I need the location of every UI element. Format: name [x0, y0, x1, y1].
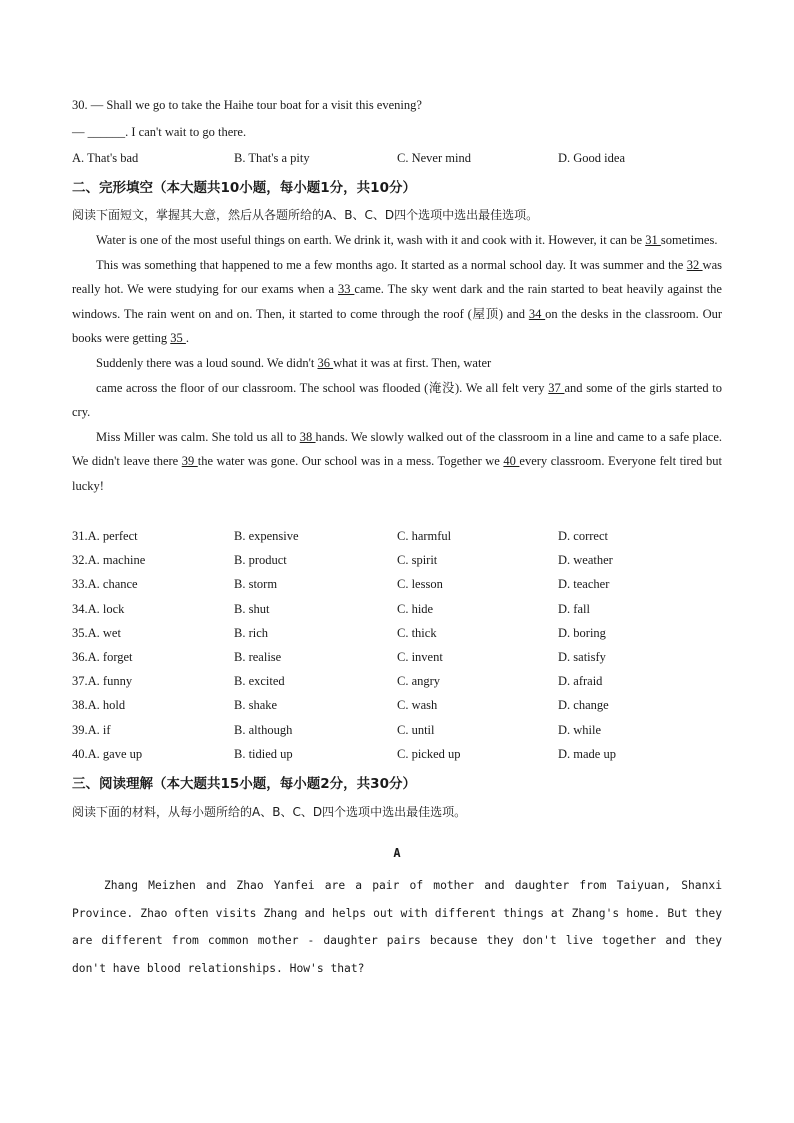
passage-label: A — [393, 846, 401, 860]
option-c: C. invent — [397, 649, 443, 664]
section-2-heading: 二、完形填空（本大题共10小题，每小题1分，共10分） — [72, 180, 416, 196]
option-c: C. wash — [397, 698, 438, 713]
option-a: 34.A. lock — [72, 601, 125, 616]
option-d: D. weather — [558, 553, 613, 568]
section-3-heading: 三、阅读理解（本大题共15小题，每小题2分，共30分） — [72, 776, 416, 792]
question-30-stem: 30. — Shall we go to take the Haihe tour boat for a visit this evening? — [72, 98, 422, 112]
option-c: C. spirit — [397, 553, 438, 568]
option-a: A. That's bad — [72, 151, 139, 165]
text-run: This was something that happened to me a few months ago. It started as a normal school day. It was summer and the — [96, 257, 687, 272]
paragraph-4 — [72, 376, 722, 425]
blank-39: 39 — [181, 454, 198, 469]
option-b: B. rich — [234, 625, 269, 640]
paragraph-2 — [72, 253, 722, 351]
option-d: D. fall — [558, 601, 590, 616]
option-c: C. hide — [397, 601, 434, 616]
option-d: D. satisfy — [558, 649, 606, 664]
text-run: every classroom. Everyone felt tired but lucky! — [72, 454, 723, 493]
blank-32: 32 — [686, 257, 703, 272]
option-c: C. harmful — [397, 529, 452, 543]
option-b: B. although — [234, 722, 293, 737]
paragraph-3 — [72, 351, 722, 376]
reading-passage-a — [72, 872, 722, 982]
option-row — [72, 602, 722, 626]
text-run: on the desks in the classroom. Our books were getting — [72, 306, 723, 346]
option-row — [72, 151, 722, 175]
option-b: B. expensive — [234, 529, 299, 543]
answer-blank: ______ — [87, 125, 126, 139]
option-b: B. storm — [234, 577, 278, 592]
blank-31: 31 — [645, 233, 661, 247]
option-a: 39.A. if — [72, 722, 111, 737]
reply-dash: — — [72, 125, 88, 139]
blank-35: 35 — [170, 331, 186, 346]
cloze-options-table — [72, 529, 722, 771]
text-run: sometimes. — [660, 233, 718, 247]
option-c: C. lesson — [397, 577, 443, 592]
text-run: came across the floor of our classroom. The school was flooded (淹没). We all felt very — [96, 380, 549, 395]
text-run: Water is one of the most useful things on earth. We drink it, wash with it and cook with it. However, it can be — [96, 233, 646, 247]
option-a: 40.A. gave up — [72, 746, 143, 761]
section-3-instruction: 阅读下面的材料，从每小题所给的A、B、C、D四个选项中选出最佳选项。 — [72, 805, 467, 819]
option-a: 32.A. machine — [72, 553, 146, 568]
option-a: 38.A. hold — [72, 698, 126, 713]
paragraph-5 — [72, 425, 722, 499]
question-30-reply — [72, 124, 246, 140]
option-d: D. afraid — [558, 674, 603, 689]
blank-34: 34 — [528, 306, 546, 321]
section-2-instruction: 阅读下面短文，掌握其大意，然后从各题所给的A、B、C、D四个选项中选出最佳选项。 — [72, 208, 539, 222]
option-b: B. product — [234, 553, 287, 568]
option-c: C. picked up — [397, 746, 461, 761]
reading-paragraph: Zhang Meizhen and Zhao Yanfei are a pair of mother and daughter from Taiyuan, Shanxi Province. Zhao often visits Zhang and helps out with different things at Zhang's home. But they are different from common mother - daughter pairs because they don't live together and they don't have blood relationships. How's that? — [72, 879, 722, 975]
cloze-passage — [72, 228, 722, 499]
text-run: the water was gone. Our school was in a mess. Together we — [197, 454, 504, 469]
option-a: 35.A. wet — [72, 625, 121, 640]
option-a: 31.A. perfect — [72, 529, 138, 543]
option-d: D. boring — [558, 625, 606, 640]
option-b: B. That's a pity — [234, 151, 310, 165]
text-run: was really hot. We were studying for our exams when a — [72, 257, 722, 297]
option-d: D. teacher — [558, 577, 610, 592]
blank-37: 37 — [548, 380, 565, 395]
option-a: 36.A. forget — [72, 649, 133, 664]
paragraph-1 — [72, 228, 722, 253]
option-b: B. shake — [234, 698, 278, 713]
blank-33: 33 — [337, 282, 355, 297]
option-d: D. change — [558, 698, 609, 713]
text-run: hands. We slowly walked out of the classroom in a line and came to a safe place. We didn't leave there — [72, 429, 722, 469]
option-a: 37.A. funny — [72, 674, 133, 689]
option-row — [72, 577, 722, 601]
option-b: B. excited — [234, 674, 285, 689]
option-c: C. Never mind — [397, 151, 471, 165]
text-run: and some of the girls started to cry. — [72, 380, 722, 420]
option-row — [72, 674, 722, 698]
option-d: D. correct — [558, 529, 608, 543]
option-row — [72, 553, 722, 577]
option-row — [72, 698, 722, 722]
question-30-options — [72, 151, 722, 175]
option-d: D. Good idea — [558, 151, 625, 165]
blank-40: 40 — [503, 454, 520, 469]
text-run: what it was at first. Then, water — [333, 355, 492, 370]
option-d: D. while — [558, 722, 602, 737]
text-run: Miss Miller was calm. She told us all to — [96, 429, 300, 444]
option-row — [72, 529, 722, 553]
option-c: C. angry — [397, 674, 441, 689]
option-d: D. made up — [558, 746, 616, 761]
option-row — [72, 626, 722, 650]
option-row — [72, 650, 722, 674]
text-run: . — [185, 331, 189, 346]
option-b: B. tidied up — [234, 746, 293, 761]
text-run: came. The sky went dark and the rain started to beat heavily against the windows. The rain went on and on. Then, it started to come through the roof (屋顶) and — [72, 282, 722, 321]
option-a: 33.A. chance — [72, 577, 138, 592]
option-c: C. until — [397, 722, 435, 737]
blank-36: 36 — [317, 355, 334, 370]
blank-38: 38 — [299, 429, 316, 444]
text-run: Suddenly there was a loud sound. We didn't — [96, 355, 318, 370]
option-c: C. thick — [397, 625, 437, 640]
option-row — [72, 723, 722, 747]
option-row — [72, 747, 722, 771]
reply-text: . I can't wait to go there. — [125, 125, 247, 139]
option-b: B. realise — [234, 649, 282, 664]
option-b: B. shut — [234, 601, 270, 616]
